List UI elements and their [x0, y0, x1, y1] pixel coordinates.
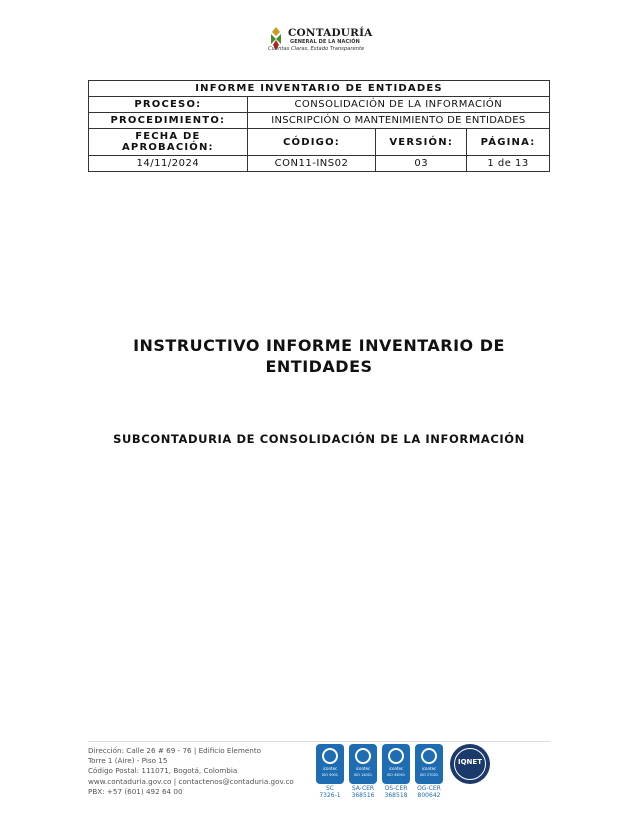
- cert-std: ISO 27001: [419, 773, 439, 777]
- cert-std: ISO 9001: [321, 773, 339, 777]
- proceso-value: CONSOLIDACIÓN DE LA INFORMACIÓN: [247, 97, 549, 113]
- fecha-label: [89, 129, 248, 156]
- document-header-table: [88, 80, 550, 172]
- procedimiento-label: PROCEDIMIENTO:: [89, 113, 248, 129]
- logo-subname: GENERAL DE LA NACIÓN: [290, 39, 360, 45]
- cert-std: ISO 14001: [353, 773, 373, 777]
- cert-brand: icontec: [421, 766, 437, 771]
- document-title: [100, 335, 538, 377]
- fecha-label-line1: FECHA DE: [135, 131, 201, 142]
- cert-badge-icon: [349, 744, 377, 784]
- iqnet-badge-icon: [450, 744, 490, 784]
- document-subtitle: SUBCONTADURIA DE CONSOLIDACIÓN DE LA INFORMACIÓN: [113, 432, 525, 446]
- footer-line4[interactable]: www.contaduria.gov.co | contactenos@contaduria.gov.co: [88, 776, 294, 786]
- pagina-label: PÁGINA:: [467, 129, 550, 156]
- certifications: [316, 744, 496, 804]
- cert-brand: icontec: [388, 766, 404, 771]
- cert-code: OS-CER 368518: [384, 785, 408, 799]
- pagina-value: 1 de 13: [467, 156, 550, 172]
- footer-line2: Torre 1 (Aire) - Piso 15: [88, 756, 168, 766]
- procedimiento-value: INSCRIPCIÓN O MANTENIMIENTO DE ENTIDADES: [247, 113, 549, 129]
- logo: [268, 26, 378, 54]
- cert-badge-icon: [382, 744, 410, 784]
- footer-divider: [88, 741, 550, 742]
- proceso-label: PROCESO:: [89, 97, 248, 113]
- footer-line5: PBX: +57 (601) 492 64 00: [88, 786, 183, 796]
- document-title-line2: ENTIDADES: [265, 357, 373, 376]
- cert-code: OG-CER 800642: [417, 785, 441, 799]
- cert-badge-icon: [316, 744, 344, 784]
- fecha-label-line2: APROBACIÓN:: [121, 142, 214, 153]
- logo-name: CONTADURÍA: [288, 27, 373, 39]
- footer-line3: Código Postal: 111071, Bogotá, Colombia: [88, 766, 238, 776]
- cert-code: SA-CER 368516: [351, 785, 375, 799]
- fecha-value: 14/11/2024: [89, 156, 248, 172]
- footer-address: [88, 746, 294, 797]
- report-title: INFORME INVENTARIO DE ENTIDADES: [89, 81, 550, 97]
- document-title-line1: INSTRUCTIVO INFORME INVENTARIO DE: [133, 336, 505, 355]
- cert-brand: icontec: [355, 766, 371, 771]
- footer-line1: Dirección: Calle 26 # 69 - 76 | Edificio Elemento: [88, 746, 262, 755]
- codigo-label: CÓDIGO:: [247, 129, 376, 156]
- version-value: 03: [376, 156, 467, 172]
- cert-badge-icon: [415, 744, 443, 784]
- version-label: VERSIÓN:: [376, 129, 467, 156]
- codigo-value: CON11-INS02: [247, 156, 376, 172]
- cert-std: ISO 45001: [386, 773, 406, 777]
- cert-brand: icontec: [322, 766, 338, 771]
- logo-tagline: Cuentas Claras, Estado Transparente: [268, 46, 365, 52]
- iqnet-label: IQNET: [458, 758, 482, 766]
- cert-code: SC 7326-1: [319, 785, 341, 799]
